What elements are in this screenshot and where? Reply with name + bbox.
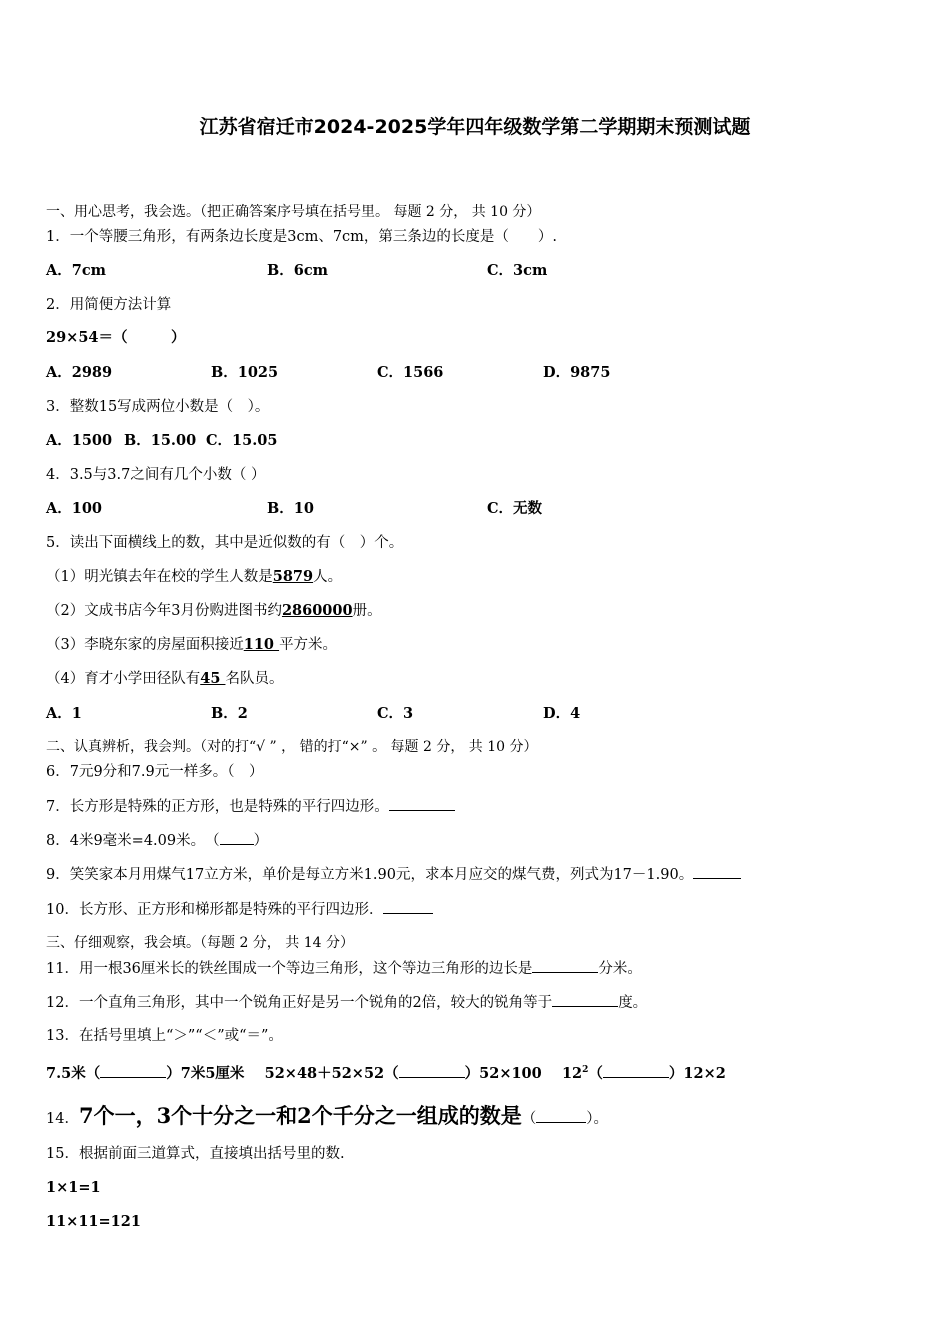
question-10: 10．长方形、正方形和梯形都是特殊的平行四边形．: [46, 899, 433, 920]
question-5-item-4: （4）育才小学田径队有45 名队员。: [46, 670, 284, 687]
question-2-expression: 29×54＝（ ）: [46, 329, 186, 346]
option-c: C．3cm: [487, 262, 548, 279]
question-13-stem: 13．在括号里填上“＞”“＜”或“＝”。: [46, 1028, 283, 1044]
answer-blank[interactable]: [532, 958, 598, 973]
option-d: D．9875: [543, 364, 611, 381]
question-11: 11．用一根36厘米长的铁丝围成一个等边三角形，这个等边三角形的边长是 分米。: [46, 958, 642, 979]
option-c: C．1566: [377, 364, 444, 381]
answer-blank[interactable]: [536, 1108, 586, 1123]
underlined-number: 45: [200, 670, 226, 687]
question-4-stem: 4．3.5与3.7之间有几个小数（ ）: [46, 467, 266, 483]
option-b: B．2: [211, 705, 248, 722]
answer-blank[interactable]: [100, 1063, 166, 1078]
question-3-stem: 3．整数15写成两位小数是（ ）。: [46, 399, 270, 415]
question-6: 6．7元9分和7.9元一样多。（ ）: [46, 764, 264, 780]
question-5-item-2: （2）文成书店今年3月份购进图书约2860000册。: [46, 602, 382, 619]
option-c: C．15.05: [206, 432, 278, 449]
option-a: A．7cm: [46, 262, 107, 279]
underlined-number: 5879: [272, 568, 314, 585]
answer-blank[interactable]: [693, 864, 741, 879]
option-a: A．1500: [46, 432, 113, 449]
question-12: 12．一个直角三角形，其中一个锐角正好是另一个锐角的2倍，较大的锐角等于 度。: [46, 992, 647, 1013]
answer-blank[interactable]: [603, 1063, 669, 1078]
option-c: C．无数: [487, 500, 543, 517]
answer-blank[interactable]: [389, 796, 455, 811]
question-1-stem: 1．一个等腰三角形，有两条边长度是3cm、7cm，第三条边的长度是（ ）.: [46, 229, 558, 245]
section-3-heading: 三、仔细观察，我会填。（每题 2 分， 共 14 分）: [46, 935, 354, 951]
option-a: A．1: [46, 705, 82, 722]
answer-blank[interactable]: [220, 830, 254, 845]
question-2-stem: 2．用简便方法计算: [46, 297, 172, 313]
question-9: 9．笑笑家本月用煤气17立方米，单价是每立方米1.90元，求本月应交的煤气费，列式为17－1.90。: [46, 864, 741, 885]
option-a: A．100: [46, 500, 103, 517]
underlined-number: 110: [243, 636, 280, 653]
answer-blank[interactable]: [399, 1063, 465, 1078]
question-15-stem: 15．根据前面三道算式，直接填出括号里的数.: [46, 1146, 345, 1162]
option-d: D．4: [543, 705, 581, 722]
question-14: 14．7个一，3个十分之一和2个千分之一组成的数是（ ）。: [46, 1103, 609, 1128]
option-b: B．1025: [211, 364, 279, 381]
question-5-stem: 5．读出下面横线上的数，其中是近似数的有（ ）个。: [46, 535, 404, 551]
question-7: 7．长方形是特殊的正方形，也是特殊的平行四边形。: [46, 796, 455, 817]
option-b: B．6cm: [267, 262, 329, 279]
question-13-comparisons: 7.5米（ ）7米5厘米 52×48＋52×52（ ）52×100 $12^2$（ ）12×2: [46, 1064, 726, 1082]
option-b: B．10: [267, 500, 314, 517]
section-1-heading: 一、用心思考，我会选。（把正确答案序号填在括号里。 每题 2 分， 共 10 分）: [46, 204, 541, 220]
option-a: A．2989: [46, 364, 113, 381]
underlined-number: 2860000: [281, 602, 353, 619]
option-b: B．15.00: [124, 432, 197, 449]
answer-blank[interactable]: [383, 899, 433, 914]
question-8: 8．4米9毫米=4.09米。 （ ）: [46, 830, 268, 851]
answer-blank[interactable]: [552, 992, 618, 1007]
option-c: C．3: [377, 705, 414, 722]
equation-2: 11×11=121: [46, 1213, 141, 1230]
page-title: 江苏省宿迁市2024-2025学年四年级数学第二学期期末预测试题: [199, 116, 751, 138]
section-2-heading: 二、认真辨析，我会判。（对的打“√ ” ， 错的打“×” 。 每题 2 分， 共 10 分）: [46, 739, 538, 755]
question-5-item-3: （3）李晓东家的房屋面积接近110 平方米。: [46, 636, 338, 653]
question-5-item-1: （1）明光镇去年在校的学生人数是5879人。: [46, 568, 343, 585]
equation-1: 1×1=1: [46, 1179, 101, 1196]
